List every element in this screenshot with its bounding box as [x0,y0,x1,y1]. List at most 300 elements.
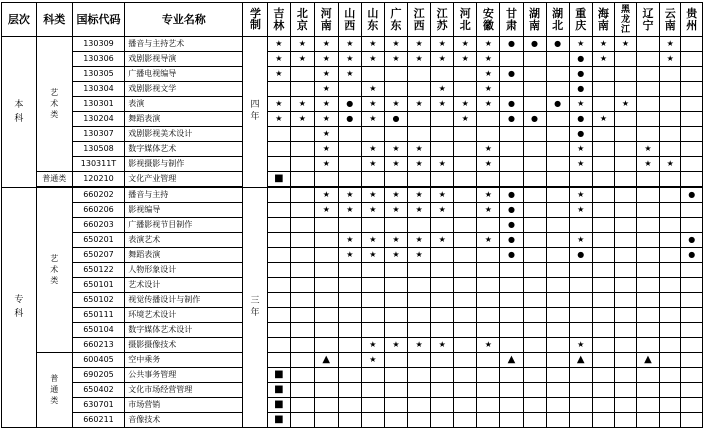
enrollment-mark [408,67,431,82]
enrollment-mark: ● [500,37,523,52]
enrollment-mark [615,127,637,142]
enrollment-mark [267,233,290,248]
enrollment-mark [569,413,592,428]
enrollment-mark [546,112,569,127]
enrollment-mark [523,157,546,172]
enrollment-mark: ★ [454,37,477,52]
enrollment-mark: ★ [660,52,681,67]
enrollment-mark [361,127,384,142]
enrollment-mark [500,413,523,428]
enrollment-mark [290,218,314,233]
category-cell: 艺术类 [36,37,72,172]
enrollment-mark [523,218,546,233]
enrollment-mark [290,127,314,142]
enrollment-mark [290,172,314,188]
enrollment-mark [546,233,569,248]
header-province: 湖北 [546,3,569,37]
enrollment-mark [338,398,361,413]
enrollment-mark [384,172,407,188]
enrollment-mark: ★ [408,37,431,52]
enrollment-mark [681,37,703,52]
enrollment-mark [314,293,338,308]
enrollment-mark [523,233,546,248]
enrollment-mark [361,398,384,413]
enrollment-mark [384,263,407,278]
enrollment-mark [546,308,569,323]
enrollment-mark [660,203,681,218]
category-cell: 普通类 [36,353,72,428]
enrollment-mark [636,203,659,218]
enrollment-mark: ★ [431,203,454,218]
enrollment-mark: ■ [267,398,290,413]
enrollment-mark: ★ [338,233,361,248]
enrollment-mark [523,82,546,97]
table-row [2,157,703,172]
enrollment-mark [290,353,314,368]
enrollment-mark [454,308,477,323]
major-code: 660203 [72,218,125,233]
enrollment-mark [500,278,523,293]
enrollment-mark: ★ [361,338,384,353]
enrollment-mark [681,353,703,368]
enrollment-mark [681,278,703,293]
enrollment-mark [267,353,290,368]
enrollment-mark [660,353,681,368]
enrollment-mark [660,263,681,278]
enrollment-mark [454,368,477,383]
enrollment-mark: ★ [431,187,454,203]
header-code: 国标代码 [72,3,125,37]
enrollment-mark [636,37,659,52]
enrollment-mark: ● [681,187,703,203]
table-row [2,187,703,203]
enrollment-mark [290,323,314,338]
header-province: 河北 [454,3,477,37]
table-body [2,37,703,428]
enrollment-mark [361,67,384,82]
enrollment-mark [660,248,681,263]
enrollment-mark [615,203,637,218]
enrollment-mark [408,308,431,323]
enrollment-mark: ★ [569,142,592,157]
enrollment-mark: ★ [408,233,431,248]
enrollment-mark [592,203,614,218]
enrollment-mark: ★ [477,338,500,353]
header-province: 吉林 [267,3,290,37]
enrollment-mark [384,293,407,308]
enrollment-mark: ★ [314,187,338,203]
enrollment-mark [681,82,703,97]
enrollment-mark [636,67,659,82]
enrollment-mark [660,308,681,323]
enrollment-mark [592,398,614,413]
major-code: 650207 [72,248,125,263]
enrollment-mark: ● [569,248,592,263]
enrollment-mark [660,67,681,82]
major-code: 650101 [72,278,125,293]
enrollment-mark [408,112,431,127]
enrollment-mark [500,157,523,172]
enrollment-mark [408,82,431,97]
enrollment-mark [454,157,477,172]
category-cell: 艺术类 [36,187,72,353]
enrollment-mark [477,248,500,263]
enrollment-mark [546,52,569,67]
table-row [2,203,703,218]
enrollment-mark [660,368,681,383]
enrollment-mark [500,172,523,188]
enrollment-mark [338,157,361,172]
major-name: 艺术设计 [125,278,243,293]
enrollment-mark [546,293,569,308]
enrollment-mark [615,323,637,338]
major-name: 市场营销 [125,398,243,413]
enrollment-mark [569,323,592,338]
table-row [2,218,703,233]
enrollment-mark [615,293,637,308]
enrollment-mark: ★ [314,203,338,218]
enrollment-mark [408,278,431,293]
enrollment-mark [546,383,569,398]
enrollment-mark [454,67,477,82]
enrollment-mark: ★ [384,338,407,353]
table-row [2,97,703,112]
enrollment-mark [267,263,290,278]
enrollment-mark: ★ [267,37,290,52]
header-province: 江西 [408,3,431,37]
enrollment-mark [660,218,681,233]
enrollment-mark [500,142,523,157]
enrollment-mark [636,112,659,127]
enrollment-mark [592,413,614,428]
enrollment-mark [681,338,703,353]
enrollment-mark [290,233,314,248]
table-row [2,263,703,278]
major-code: 660202 [72,187,125,203]
enrollment-mark [408,383,431,398]
enrollment-mark [500,323,523,338]
enrollment-mark: ★ [592,112,614,127]
header-province: 河南 [314,3,338,37]
header-province: 山东 [361,3,384,37]
table-row [2,323,703,338]
enrollment-mark: ★ [431,233,454,248]
enrollment-mark [290,293,314,308]
enrollment-mark [523,368,546,383]
enrollment-mark: ▲ [500,353,523,368]
enrollment-mark: ★ [290,97,314,112]
enrollment-mark [660,323,681,338]
enrollment-mark [314,233,338,248]
enrollment-mark [636,383,659,398]
table-row [2,278,703,293]
enrollment-mark [267,308,290,323]
enrollment-mark: ● [500,97,523,112]
enrollment-mark [615,383,637,398]
enrollment-mark [267,142,290,157]
enrollment-mark [546,218,569,233]
header-province: 重庆 [569,3,592,37]
enrollment-mark [338,368,361,383]
enrollment-mark [681,383,703,398]
enrollment-mark: ● [569,127,592,142]
enrollment-mark: ▲ [314,353,338,368]
enrollment-mark: ● [338,97,361,112]
enrollment-mark [523,203,546,218]
major-code: 130307 [72,127,125,142]
enrollment-mark: ● [546,37,569,52]
enrollment-mark: ● [384,112,407,127]
enrollment-mark [477,218,500,233]
enrollment-mark: ★ [267,67,290,82]
enrollment-mark: ● [338,112,361,127]
category-cell: 普通类 [36,172,72,188]
enrollment-mark: ★ [314,97,338,112]
enrollment-mark [615,278,637,293]
enrollment-mark [477,323,500,338]
enrollment-mark: ★ [569,338,592,353]
enrollment-mark: ■ [267,413,290,428]
enrollment-mark [338,278,361,293]
table-row [2,383,703,398]
enrollment-mark: ★ [431,338,454,353]
enrollment-mark [384,82,407,97]
enrollment-mark: ● [500,233,523,248]
enrollment-mark: ★ [477,82,500,97]
enrollment-mark: ★ [477,67,500,82]
enrollment-mark [454,398,477,413]
header-province: 黑龙江 [615,3,637,37]
enrollment-mark [408,368,431,383]
enrollment-mark [636,398,659,413]
enrollment-mark [681,203,703,218]
major-name: 文化市场经营管理 [125,383,243,398]
enrollment-mark: ★ [384,97,407,112]
enrollment-mark: ● [523,112,546,127]
header-years: 学制 [243,3,267,37]
enrollment-mark [660,142,681,157]
enrollment-mark [592,308,614,323]
enrollment-mark [384,353,407,368]
enrollment-mark: ★ [477,142,500,157]
enrollment-mark [408,323,431,338]
major-name: 公共事务管理 [125,368,243,383]
major-name: 文化产业管理 [125,172,243,188]
enrollment-mark [314,368,338,383]
enrollment-mark [361,218,384,233]
enrollment-mark: ● [569,67,592,82]
enrollment-mark [500,383,523,398]
table-row [2,338,703,353]
enrollment-mark: ★ [477,233,500,248]
enrollment-mark: ★ [361,112,384,127]
enrollment-mark [361,308,384,323]
enrollment-mark [615,338,637,353]
enrollment-mark: ★ [314,112,338,127]
major-name: 音像技术 [125,413,243,428]
enrollment-mark [338,127,361,142]
enrollment-mark: ★ [431,37,454,52]
enrollment-mark [660,413,681,428]
enrollment-mark [615,172,637,188]
enrollment-mark [454,263,477,278]
enrollment-mark [592,187,614,203]
enrollment-mark: ★ [454,112,477,127]
enrollment-mark: ★ [636,157,659,172]
major-name: 视觉传播设计与制作 [125,293,243,308]
enrollment-mark [636,248,659,263]
enrollment-plan-table [1,2,703,428]
enrollment-mark [636,172,659,188]
enrollment-mark: ★ [431,157,454,172]
enrollment-mark [431,112,454,127]
enrollment-mark [267,187,290,203]
enrollment-mark [500,127,523,142]
major-code: 130204 [72,112,125,127]
enrollment-mark [477,263,500,278]
enrollment-mark [615,112,637,127]
major-code: 130301 [72,97,125,112]
enrollment-mark [290,398,314,413]
enrollment-mark [477,353,500,368]
enrollment-mark [338,142,361,157]
enrollment-mark [431,368,454,383]
enrollment-mark [384,398,407,413]
enrollment-mark [338,323,361,338]
enrollment-mark [361,278,384,293]
major-name: 广播影视节目制作 [125,218,243,233]
enrollment-mark [523,172,546,188]
enrollment-mark: ★ [361,142,384,157]
enrollment-mark [569,218,592,233]
years-cell: 三年 [243,187,267,428]
enrollment-mark: ★ [290,52,314,67]
enrollment-mark [636,218,659,233]
enrollment-mark: ★ [361,248,384,263]
major-code: 120210 [72,172,125,188]
enrollment-mark [546,353,569,368]
enrollment-mark [314,383,338,398]
enrollment-mark [592,97,614,112]
major-code: 690205 [72,368,125,383]
enrollment-mark [408,263,431,278]
enrollment-mark: ★ [408,203,431,218]
header-province: 海南 [592,3,614,37]
enrollment-mark: ★ [408,142,431,157]
enrollment-mark: ★ [592,37,614,52]
major-code: 130311T [72,157,125,172]
enrollment-mark [408,293,431,308]
enrollment-mark [592,293,614,308]
enrollment-mark: ● [500,218,523,233]
enrollment-mark [314,323,338,338]
major-name: 空中乘务 [125,353,243,368]
enrollment-mark [454,338,477,353]
enrollment-mark: ★ [338,52,361,67]
enrollment-mark [681,142,703,157]
enrollment-mark [454,293,477,308]
enrollment-mark [681,112,703,127]
enrollment-mark [290,263,314,278]
enrollment-mark [431,323,454,338]
enrollment-mark [408,172,431,188]
enrollment-mark [454,82,477,97]
enrollment-mark [660,172,681,188]
enrollment-mark [477,127,500,142]
major-code: 650402 [72,383,125,398]
enrollment-mark [546,413,569,428]
enrollment-mark [636,52,659,67]
enrollment-mark: ★ [361,82,384,97]
enrollment-mark [660,338,681,353]
enrollment-mark [615,248,637,263]
enrollment-mark [592,368,614,383]
enrollment-mark [569,383,592,398]
table-row [2,37,703,52]
enrollment-mark: ★ [314,82,338,97]
enrollment-mark: ★ [636,142,659,157]
table-row [2,248,703,263]
enrollment-mark: ★ [267,97,290,112]
enrollment-mark: ★ [290,37,314,52]
enrollment-mark [569,172,592,188]
enrollment-mark [314,263,338,278]
enrollment-mark [592,338,614,353]
enrollment-mark [592,172,614,188]
enrollment-mark: ★ [314,157,338,172]
enrollment-mark [290,383,314,398]
major-name: 戏剧影视美术设计 [125,127,243,142]
major-code: 660206 [72,203,125,218]
enrollment-mark [546,368,569,383]
enrollment-mark [681,52,703,67]
enrollment-mark: ★ [431,52,454,67]
enrollment-mark [523,248,546,263]
enrollment-mark [477,368,500,383]
enrollment-mark: ■ [267,383,290,398]
enrollment-mark [454,323,477,338]
enrollment-mark [267,293,290,308]
enrollment-mark: ★ [431,97,454,112]
enrollment-mark [681,398,703,413]
enrollment-mark [546,278,569,293]
header-province: 甘肃 [500,3,523,37]
enrollment-mark [408,218,431,233]
enrollment-mark: ★ [477,52,500,67]
enrollment-mark [660,398,681,413]
table-row [2,142,703,157]
enrollment-mark: ★ [569,203,592,218]
enrollment-mark [660,233,681,248]
enrollment-mark [477,278,500,293]
enrollment-mark [546,127,569,142]
enrollment-mark [592,157,614,172]
major-name: 表演 [125,97,243,112]
table-row [2,308,703,323]
major-name: 表演艺术 [125,233,243,248]
major-name: 舞蹈表演 [125,248,243,263]
enrollment-mark [681,413,703,428]
table-row [2,293,703,308]
enrollment-mark [361,172,384,188]
header-province: 山西 [338,3,361,37]
enrollment-mark [500,263,523,278]
enrollment-mark [454,248,477,263]
enrollment-mark: ★ [408,248,431,263]
enrollment-mark [523,127,546,142]
enrollment-mark [660,112,681,127]
enrollment-mark: ● [569,112,592,127]
